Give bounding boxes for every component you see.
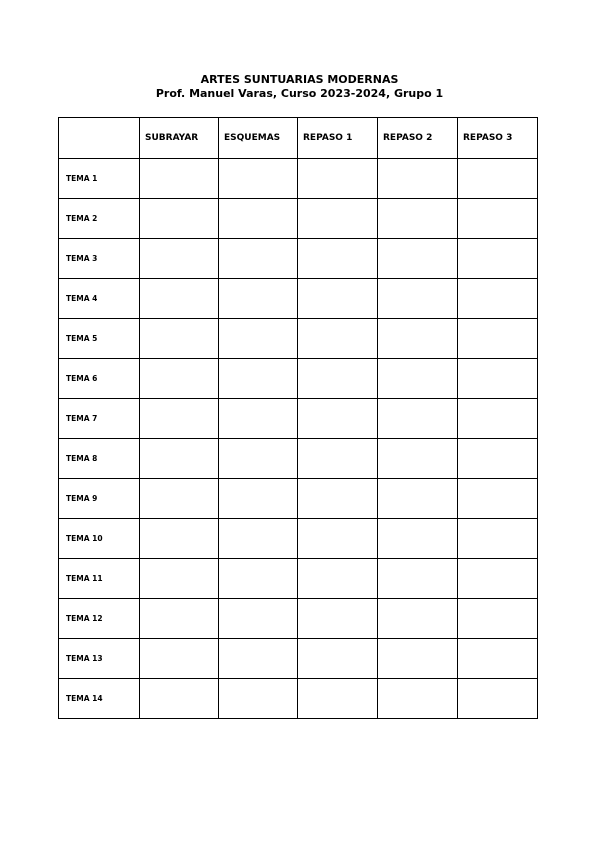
empty-cell	[140, 399, 219, 439]
page-title: ARTES SUNTUARIAS MODERNAS	[200, 73, 399, 86]
empty-cell	[458, 399, 538, 439]
column-header-repaso-3: REPASO 3	[458, 118, 538, 159]
empty-cell	[298, 679, 378, 719]
empty-cell	[298, 439, 378, 479]
table-row	[59, 679, 538, 719]
empty-cell	[298, 159, 378, 199]
empty-cell	[298, 319, 378, 359]
corner-cell	[59, 118, 140, 159]
empty-cell	[219, 359, 298, 399]
empty-cell	[458, 479, 538, 519]
empty-cell	[378, 279, 458, 319]
empty-cell	[378, 679, 458, 719]
empty-cell	[219, 639, 298, 679]
empty-cell	[219, 199, 298, 239]
table-row	[59, 279, 538, 319]
empty-cell	[219, 679, 298, 719]
empty-cell	[298, 359, 378, 399]
empty-cell	[219, 159, 298, 199]
empty-cell	[298, 599, 378, 639]
table-header-row	[59, 118, 538, 159]
table-row	[59, 399, 538, 439]
column-header-subrayar: SUBRAYAR	[140, 118, 219, 159]
empty-cell	[458, 319, 538, 359]
table-row	[59, 639, 538, 679]
empty-cell	[458, 519, 538, 559]
empty-cell	[298, 399, 378, 439]
empty-cell	[219, 399, 298, 439]
table-row	[59, 319, 538, 359]
empty-cell	[140, 679, 219, 719]
row-label: TEMA 10	[59, 519, 140, 559]
empty-cell	[140, 159, 219, 199]
row-label: TEMA 3	[59, 239, 140, 279]
empty-cell	[219, 239, 298, 279]
empty-cell	[458, 159, 538, 199]
page-subtitle: Prof. Manuel Varas, Curso 2023-2024, Grupo 1	[155, 87, 444, 100]
table-row	[59, 439, 538, 479]
empty-cell	[298, 519, 378, 559]
empty-cell	[140, 279, 219, 319]
empty-cell	[140, 519, 219, 559]
row-label: TEMA 6	[59, 359, 140, 399]
row-label: TEMA 2	[59, 199, 140, 239]
empty-cell	[378, 559, 458, 599]
row-label: TEMA 12	[59, 599, 140, 639]
empty-cell	[298, 479, 378, 519]
empty-cell	[378, 199, 458, 239]
empty-cell	[298, 559, 378, 599]
empty-cell	[378, 519, 458, 559]
empty-cell	[298, 639, 378, 679]
row-label: TEMA 1	[59, 159, 140, 199]
empty-cell	[219, 599, 298, 639]
empty-cell	[140, 319, 219, 359]
table-row	[59, 239, 538, 279]
empty-cell	[458, 239, 538, 279]
empty-cell	[219, 439, 298, 479]
empty-cell	[298, 279, 378, 319]
study-tracker-table	[58, 117, 538, 719]
empty-cell	[458, 199, 538, 239]
table-row	[59, 559, 538, 599]
row-label: TEMA 7	[59, 399, 140, 439]
table-row	[59, 599, 538, 639]
empty-cell	[140, 199, 219, 239]
empty-cell	[378, 239, 458, 279]
column-header-repaso-2: REPASO 2	[378, 118, 458, 159]
column-header-repaso-1: REPASO 1	[298, 118, 378, 159]
empty-cell	[140, 359, 219, 399]
empty-cell	[298, 239, 378, 279]
empty-cell	[378, 159, 458, 199]
empty-cell	[458, 279, 538, 319]
row-label: TEMA 9	[59, 479, 140, 519]
row-label: TEMA 11	[59, 559, 140, 599]
empty-cell	[140, 639, 219, 679]
row-label: TEMA 4	[59, 279, 140, 319]
column-header-esquemas: ESQUEMAS	[219, 118, 298, 159]
page-header	[0, 73, 599, 101]
table-row	[59, 519, 538, 559]
empty-cell	[219, 279, 298, 319]
empty-cell	[140, 479, 219, 519]
empty-cell	[219, 479, 298, 519]
empty-cell	[378, 599, 458, 639]
empty-cell	[458, 599, 538, 639]
table-row	[59, 359, 538, 399]
empty-cell	[458, 559, 538, 599]
empty-cell	[378, 439, 458, 479]
table-body	[59, 159, 538, 719]
empty-cell	[140, 559, 219, 599]
row-label: TEMA 14	[59, 679, 140, 719]
empty-cell	[378, 399, 458, 439]
empty-cell	[219, 559, 298, 599]
empty-cell	[458, 639, 538, 679]
empty-cell	[140, 599, 219, 639]
empty-cell	[378, 639, 458, 679]
empty-cell	[219, 319, 298, 359]
empty-cell	[378, 359, 458, 399]
empty-cell	[458, 439, 538, 479]
empty-cell	[458, 679, 538, 719]
row-label: TEMA 8	[59, 439, 140, 479]
row-label: TEMA 13	[59, 639, 140, 679]
empty-cell	[378, 319, 458, 359]
empty-cell	[219, 519, 298, 559]
row-label: TEMA 5	[59, 319, 140, 359]
empty-cell	[298, 199, 378, 239]
empty-cell	[458, 359, 538, 399]
table-row	[59, 159, 538, 199]
table-row	[59, 479, 538, 519]
empty-cell	[140, 439, 219, 479]
empty-cell	[378, 479, 458, 519]
empty-cell	[140, 239, 219, 279]
table-row	[59, 199, 538, 239]
